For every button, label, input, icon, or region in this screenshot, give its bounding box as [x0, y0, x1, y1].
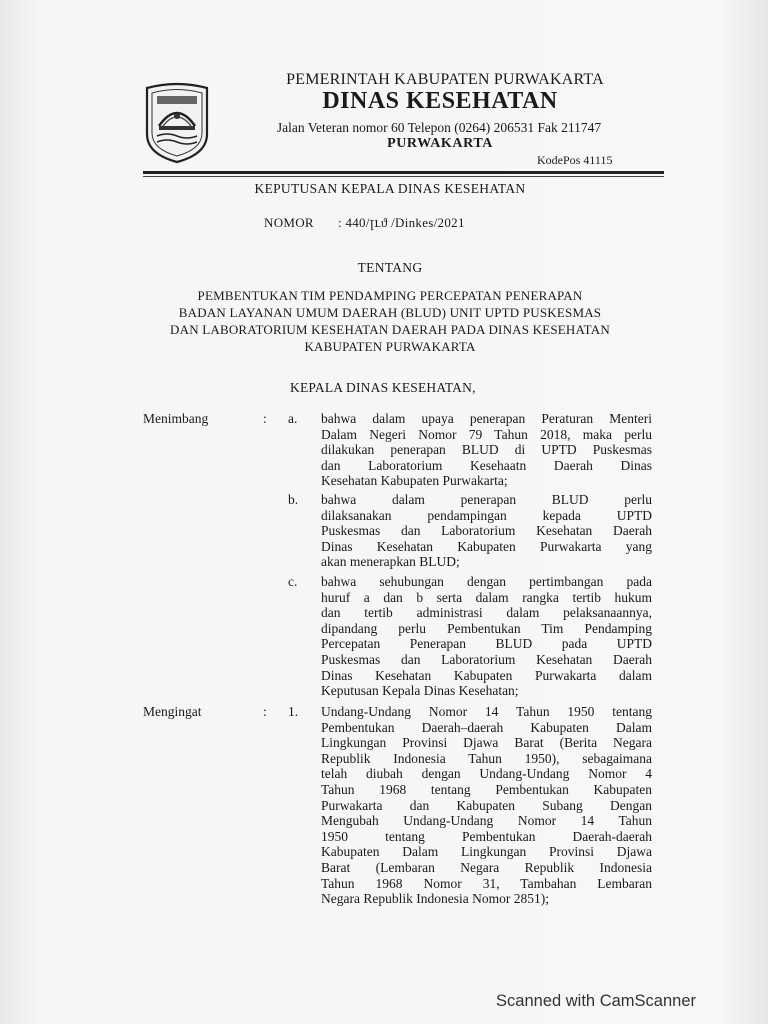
regency-emblem-icon [143, 82, 211, 164]
decree-number-label: NOMOR [264, 215, 314, 230]
text-line: Negara Republik Indonesia Nomor 2851); [321, 891, 549, 907]
text-line: Tahun 1968 tentang Pembentukan Kabupaten [321, 781, 652, 797]
text-line: Dinas Kesehatan Kabupaten Purwakarta dalam [321, 667, 652, 683]
letterhead-city: PURWAKARTA [387, 136, 493, 151]
decree-about-label: TENTANG [357, 260, 423, 275]
letterhead-department: DINAS KESEHATAN [322, 88, 558, 114]
decree-type: KEPUTUSAN KEPALA DINAS KESEHATAN [254, 181, 526, 196]
mengingat-item-1 [321, 704, 652, 907]
menimbang-marker-a: a. [288, 411, 298, 426]
text-line: Dinas Kesehatan Kabupaten Purwakarta yang [321, 538, 652, 554]
letterhead-divider-thin [143, 176, 664, 177]
menimbang-marker-c: c. [288, 574, 298, 589]
decree-number-value: : 440/ꞁւϑ /Dinkes/2021 [338, 215, 465, 230]
text-line: dilakukan penerapan BLUD di UPTD Puskesmas [321, 442, 652, 458]
subject-line: KABUPATEN PURWAKARTA [304, 339, 476, 354]
menimbang-colon: : [263, 411, 267, 426]
menimbang-item-c [321, 574, 652, 699]
menimbang-item-b [321, 492, 652, 570]
text-line: bahwa sehubungan dengan pertimbangan pada [321, 574, 652, 589]
subject-line: DAN LABORATORIUM KESEHATAN DAERAH PADA DINAS KESEHATAN [170, 322, 610, 337]
text-line: Kesehatan Kabupaten Purwakarta; [321, 473, 508, 489]
text-line: Tahun 1968 Nomor 31, Tambahan Lembaran [321, 875, 652, 891]
text-line: Kabupaten Dalam Lingkungan Provinsi Djawa [321, 844, 652, 860]
text-line: Puskesmas dan Laboratorium Kesehatan Daerah [321, 651, 652, 667]
subject-line: BADAN LAYANAN UMUM DAERAH (BLUD) UNIT UPTD PUSKESMAS [178, 305, 602, 320]
decree-number [264, 215, 465, 231]
text-line: telah diubah dengan Undang-Undang Nomor 4 [321, 766, 652, 782]
text-line: dilaksanakan pendampingan kepada UPTD [321, 507, 652, 523]
text-line: 1950 tentang Pembentukan Daerah-daerah [321, 828, 652, 844]
decree-subject [140, 287, 640, 355]
menimbang-item-a [321, 411, 652, 489]
letterhead-government: PEMERINTAH KABUPATEN PURWAKARTA [286, 71, 604, 88]
letterhead-postal-code: KodePos 41115 [537, 153, 613, 167]
letterhead-divider-thick [143, 171, 664, 174]
text-line: Percepatan Penerapan BLUD pada UPTD [321, 636, 652, 652]
decree-authority: KEPALA DINAS KESEHATAN, [290, 380, 476, 395]
text-line: akan menerapkan BLUD; [321, 554, 460, 570]
menimbang-marker-b: b. [288, 492, 299, 507]
text-line: Republik Indonesia Tahun 1950), sebagaimana [321, 750, 652, 766]
text-line: Dalam Negeri Nomor 79 Tahun 2018, maka perlu [321, 426, 652, 442]
text-line: dan Laboratorium Kesehaatn Daerah Dinas [321, 457, 652, 473]
text-line: Mengubah Undang-Undang Nomor 14 Tahun [321, 813, 652, 829]
text-line: huruf a dan b serta dalam rangka tertib hukum [321, 589, 652, 605]
menimbang-label: Menimbang [143, 411, 209, 426]
mengingat-colon: : [263, 704, 267, 719]
subject-line: PEMBENTUKAN TIM PENDAMPING PERCEPATAN PENERAPAN [197, 288, 583, 303]
text-line: Lingkungan Provinsi Djawa Barat (Berita Negara [321, 735, 652, 751]
text-line: Barat (Lembaran Negara Republik Indonesia [321, 859, 652, 875]
text-line: Undang-Undang Nomor 14 Tahun 1950 tentang [321, 704, 652, 719]
text-line: dipandang perlu Pembentukan Tim Pendamping [321, 620, 652, 636]
text-line: Puskesmas dan Laboratorium Kesehatan Daerah [321, 523, 652, 539]
text-line: Pembentukan Daerah–daerah Kabupaten Dalam [321, 719, 652, 735]
text-line: Purwakarta dan Kabupaten Subang Dengan [321, 797, 652, 813]
scanner-watermark: Scanned with CamScanner [496, 992, 696, 1010]
letterhead-address: Jalan Veteran nomor 60 Telepon (0264) 206531 Fak 211747 [276, 120, 602, 135]
text-line: bahwa dalam upaya penerapan Peraturan Menteri [321, 411, 652, 426]
mengingat-label: Mengingat [143, 704, 202, 719]
text-line: dan tertib administrasi dalam pelaksanaannya, [321, 605, 652, 621]
text-line: Keputusan Kepala Dinas Kesehatan; [321, 683, 519, 699]
text-line: bahwa dalam penerapan BLUD perlu [321, 492, 652, 507]
mengingat-marker-1: 1. [288, 704, 299, 719]
